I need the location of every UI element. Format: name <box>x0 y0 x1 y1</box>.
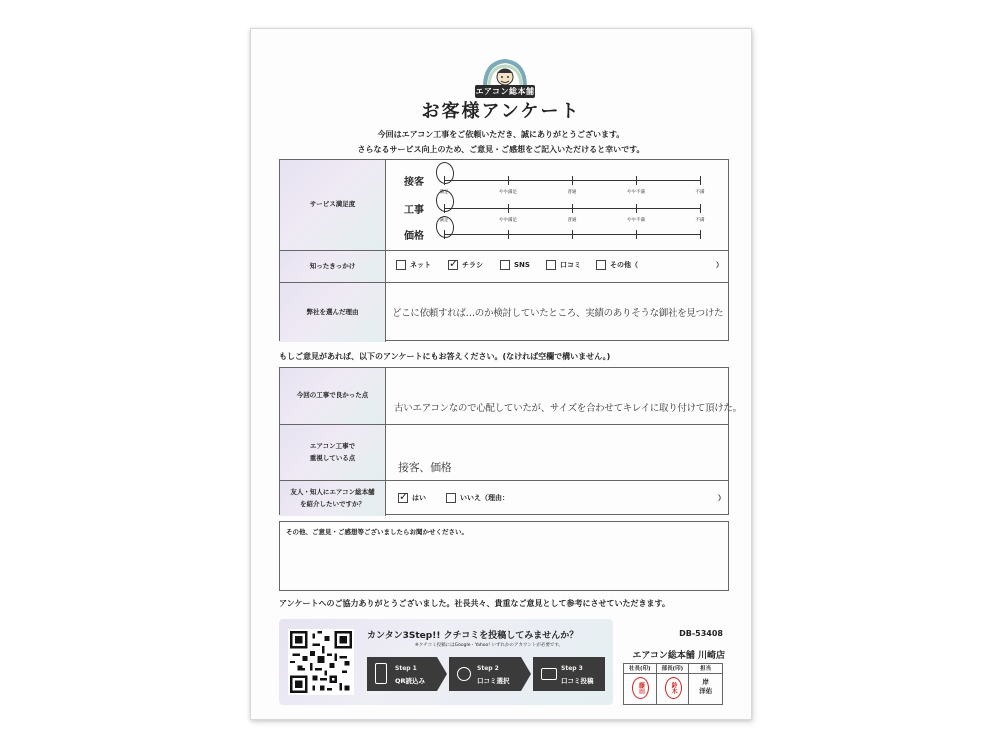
comment-icon <box>541 668 557 680</box>
source-option-other[interactable]: その他（ <box>596 260 638 270</box>
staff-name: 岸 洋佑 <box>699 678 713 696</box>
recommend-no[interactable]: いいえ（理由： <box>446 493 509 503</box>
shop-name: エアコン総本舗 川崎店 <box>632 651 725 661</box>
good-points-answer: 古いエアコンなので心配していたが、サイズを合わせてキレイに取り付けて頂けた。 <box>394 403 742 414</box>
stamp-header: 担当 <box>689 664 722 674</box>
scale-name: 接客 <box>404 177 424 188</box>
source-row <box>280 250 728 282</box>
banner-subtitle: ※クチコミ投稿にはGoogle・Yahoo! いずれかのアカウントが必要です。 <box>415 643 564 648</box>
priority-row <box>280 424 728 480</box>
page-title: お客様アンケート <box>421 101 581 122</box>
close-paren: ） <box>716 261 723 269</box>
scale-label: 普通 <box>567 218 577 223</box>
source-option-sns[interactable]: SNS <box>500 260 530 270</box>
smartphone-icon <box>375 663 387 684</box>
checkbox[interactable] <box>446 493 456 503</box>
scale-label: 満足 <box>439 190 449 195</box>
satisfaction-row <box>280 160 728 250</box>
source-option-flyer[interactable]: ✓ チラシ <box>448 260 483 270</box>
good-points-body[interactable] <box>386 368 742 424</box>
logo-text: エアコン総本舗 <box>475 87 535 96</box>
scale-label: やや不満 <box>627 190 645 195</box>
scale-label: やや満足 <box>499 190 517 195</box>
scale-line <box>439 180 705 195</box>
optional-note: もしご意見があれば、以下のアンケートにもお答えください。(なければ空欄で構いません。) <box>279 352 611 361</box>
good-points-row <box>280 368 742 424</box>
reason-row <box>280 282 728 342</box>
reason-body[interactable] <box>386 283 728 342</box>
stamp-col-manager <box>657 664 690 704</box>
other-comments-box[interactable] <box>279 521 729 591</box>
survey-sheet <box>250 28 752 720</box>
intro-line-2: さらなるサービス向上のため、ご意見・ご感想をご記入いただけると幸いです。 <box>357 145 645 154</box>
checkbox[interactable] <box>500 260 510 270</box>
stamp-col-staff <box>689 664 722 704</box>
reason-label: 弊社を選んだ理由 <box>280 283 386 342</box>
priority-answer: 接客、価格 <box>398 461 452 474</box>
scale-label: やや満足 <box>499 218 517 223</box>
checkbox[interactable] <box>546 260 556 270</box>
arrow-right-icon <box>521 657 531 691</box>
step-number: Step 1 <box>395 665 417 672</box>
step-label: 口コミ投稿 <box>561 677 594 685</box>
scale-line <box>444 234 700 235</box>
source-option-kuchikomi[interactable]: 口コミ <box>546 260 581 270</box>
stamp-header: 部長(印) <box>657 664 689 674</box>
stamp-table <box>623 663 723 705</box>
scale-label: やや不満 <box>627 218 645 223</box>
recommend-label: 友人・知人にエアコン総本舗 を紹介したいですか？ <box>280 481 386 516</box>
step-label: QR読込み <box>395 677 426 685</box>
thanks-message: アンケートへのご協力ありがとうございました。社長共々、貴重なご意見として参考にさせていただきます。 <box>279 599 670 608</box>
source-label: 知ったきっかけ <box>280 251 386 282</box>
close-paren: ） <box>718 494 725 502</box>
document-number: DB-53408 <box>679 629 723 638</box>
recommend-body <box>386 481 728 516</box>
recommend-yes[interactable]: ✓ はい <box>398 493 426 503</box>
scale-label: 不満 <box>695 218 705 223</box>
scale-name: 工事 <box>404 205 424 216</box>
step-label: 口コミ選択 <box>477 677 510 685</box>
step-2 <box>449 657 521 691</box>
survey-table-optional <box>279 367 742 515</box>
satisfaction-body <box>386 160 728 250</box>
qr-code-icon[interactable] <box>288 629 354 695</box>
priority-label: エアコン工事で 重視している点 <box>280 425 386 480</box>
stamp-header: 社長(印) <box>624 664 656 674</box>
scale-line <box>439 208 705 223</box>
search-icon <box>457 667 471 681</box>
checkbox-checked[interactable] <box>398 493 408 503</box>
step-number: Step 2 <box>477 665 499 672</box>
intro-line-1: 今回はエアコン工事をご依頼いただき、誠にありがとうございます。 <box>377 130 625 139</box>
scale-name: 価格 <box>404 231 424 242</box>
reason-answer: どこに依頼すれば…のか検討していたところ、実績のありそうな御社を見つけた <box>392 308 724 319</box>
satisfaction-label: サービス満足度 <box>280 160 386 250</box>
survey-table-main <box>279 159 729 341</box>
scale-label: 不満 <box>695 190 705 195</box>
president-seal-icon: 藤田 <box>632 677 649 699</box>
good-points-label: 今回の工事で良かった点 <box>280 368 386 424</box>
priority-body[interactable] <box>386 425 728 480</box>
stamp-col-president <box>624 664 657 704</box>
arrow-right-icon <box>437 657 447 691</box>
banner-title: カンタン3Step!! クチコミを投稿してみませんか？ <box>367 631 579 641</box>
review-banner <box>279 619 613 705</box>
checkbox[interactable] <box>396 260 406 270</box>
recommend-row <box>280 480 728 516</box>
scale-row-price <box>400 222 718 252</box>
step-3 <box>533 657 605 691</box>
manager-seal-icon: 鈴木 <box>665 677 682 699</box>
step-number: Step 3 <box>561 665 583 672</box>
checkbox-checked[interactable] <box>448 260 458 270</box>
step-1 <box>367 657 437 691</box>
source-option-net[interactable]: ネット <box>396 260 431 270</box>
source-body <box>386 251 728 282</box>
selected-circle-mark[interactable] <box>435 161 456 185</box>
scale-label: 普通 <box>567 190 577 195</box>
other-comments-label: その他、ご意見・ご感想等ございましたらお聞かせください。 <box>286 528 468 536</box>
checkbox[interactable] <box>596 260 606 270</box>
scale-label: 満足 <box>439 218 449 223</box>
